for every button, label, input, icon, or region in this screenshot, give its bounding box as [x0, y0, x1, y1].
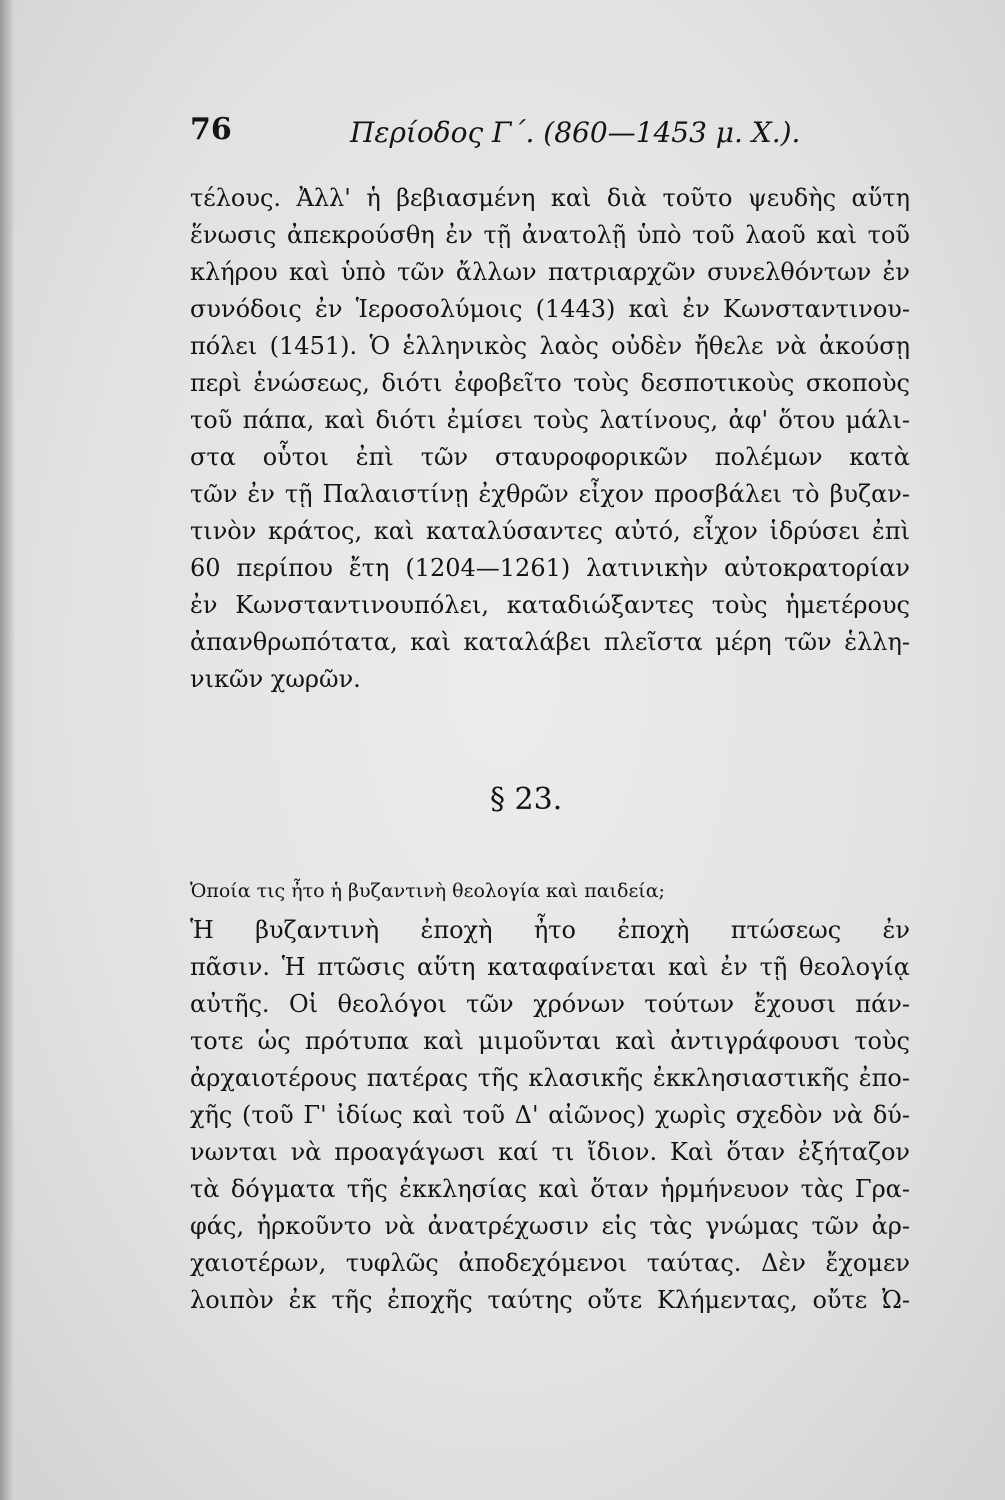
text-line: στα οὗτοι ἐπὶ τῶν σταυροφορικῶν πολέμων κατὰ: [190, 443, 910, 471]
section-question: Ὁποία τις ἦτο ἡ βυζαντινὴ θεολογία καὶ παιδεία;: [190, 880, 665, 902]
page-number: 76: [190, 112, 232, 147]
text-line: πόλει (1451). Ὁ ἑλληνικὸς λαὸς οὐδὲν ἤθελε νὰ ἀκούσῃ: [190, 332, 910, 360]
text-line: χῆς (τοῦ Γ' ἰδίως καὶ τοῦ Δ' αἰῶνος) χωρὶς σχεδὸν νὰ δύ-: [190, 1101, 910, 1129]
text-line: κλήρου καὶ ὑπὸ τῶν ἄλλων πατριαρχῶν συνελθόντων ἐν: [190, 258, 910, 286]
text-line: τέλους. Ἀλλ' ἡ βεβιασμένη καὶ διὰ τοῦτο ψευδὴς αὕτη: [190, 184, 910, 212]
page-edge-shadow: [0, 0, 14, 1500]
paragraph-body: [190, 912, 910, 1319]
section-heading: § 23.: [490, 782, 563, 817]
text-line: φάς, ἠρκοῦντο νὰ ἀνατρέχωσιν εἰς τὰς γνώμας τῶν ἀρ-: [190, 1212, 910, 1240]
text-line: νωνται νὰ προαγάγωσι καί τι ἴδιον. Καὶ ὅταν ἐξήταζον: [190, 1138, 910, 1166]
text-line: ἕνωσις ἀπεκρούσθη ἐν τῇ ἀνατολῇ ὑπὸ τοῦ λαοῦ καὶ τοῦ: [190, 221, 910, 249]
text-line: περὶ ἑνώσεως, διότι ἐφοβεῖτο τοὺς δεσποτικοὺς σκοποὺς: [190, 369, 910, 397]
running-head: Περίοδος Γ΄. (860—1453 μ. Χ.).: [350, 116, 801, 149]
text-line: ἐν Κωνσταντινουπόλει, καταδιώξαντες τοὺς ἡμετέρους: [190, 591, 910, 619]
text-line: τῶν ἐν τῇ Παλαιστίνῃ ἐχθρῶν εἶχον προσβάλει τὸ βυζαν-: [190, 480, 910, 508]
text-line: ἀρχαιοτέρους πατέρας τῆς κλασικῆς ἐκκλησιαστικῆς ἐπο-: [190, 1064, 910, 1092]
text-line: αὐτῆς. Οἱ θεολόγοι τῶν χρόνων τούτων ἔχουσι πάν-: [190, 990, 910, 1018]
text-line: 60 περίπου ἔτη (1204—1261) λατινικὴν αὐτοκρατορίαν: [190, 554, 910, 582]
text-line: συνόδοις ἐν Ἱεροσολύμοις (1443) καὶ ἐν Κωνσταντινου-: [190, 295, 910, 323]
text-line: νικῶν χωρῶν.: [190, 665, 361, 693]
paragraph-continued: [190, 180, 910, 698]
page-header: [190, 112, 950, 162]
text-line: τινὸν κράτος, καὶ καταλύσαντες αὐτό, εἶχον ἱδρύσει ἐπὶ: [190, 517, 910, 545]
text-line: τὰ δόγματα τῆς ἐκκλησίας καὶ ὅταν ἡρμήνευον τὰς Γρα-: [190, 1175, 910, 1203]
text-line: τοῦ πάπα, καὶ διότι ἐμίσει τοὺς λατίνους, ἀφ' ὅτου μάλι-: [190, 406, 910, 434]
text-line: πᾶσιν. Ἡ πτῶσις αὕτη καταφαίνεται καὶ ἐν τῇ θεολογίᾳ: [190, 953, 910, 981]
text-line: ἀπανθρωπότατα, καὶ καταλάβει πλεῖστα μέρη τῶν ἑλλη-: [190, 628, 910, 656]
text-line: χαιοτέρων, τυφλῶς ἀποδεχόμενοι ταύτας. Δὲν ἔχομεν: [190, 1249, 910, 1277]
text-line: τοτε ὡς πρότυπα καὶ μιμοῦνται καὶ ἀντιγράφουσι τοὺς: [190, 1027, 910, 1055]
text-line: λοιπὸν ἐκ τῆς ἐποχῆς ταύτης οὔτε Κλήμεντας, οὔτε Ὠ-: [190, 1286, 910, 1314]
text-line: Ἡ βυζαντινὴ ἐποχὴ ἦτο ἐποχὴ πτώσεως ἐν: [190, 916, 910, 944]
